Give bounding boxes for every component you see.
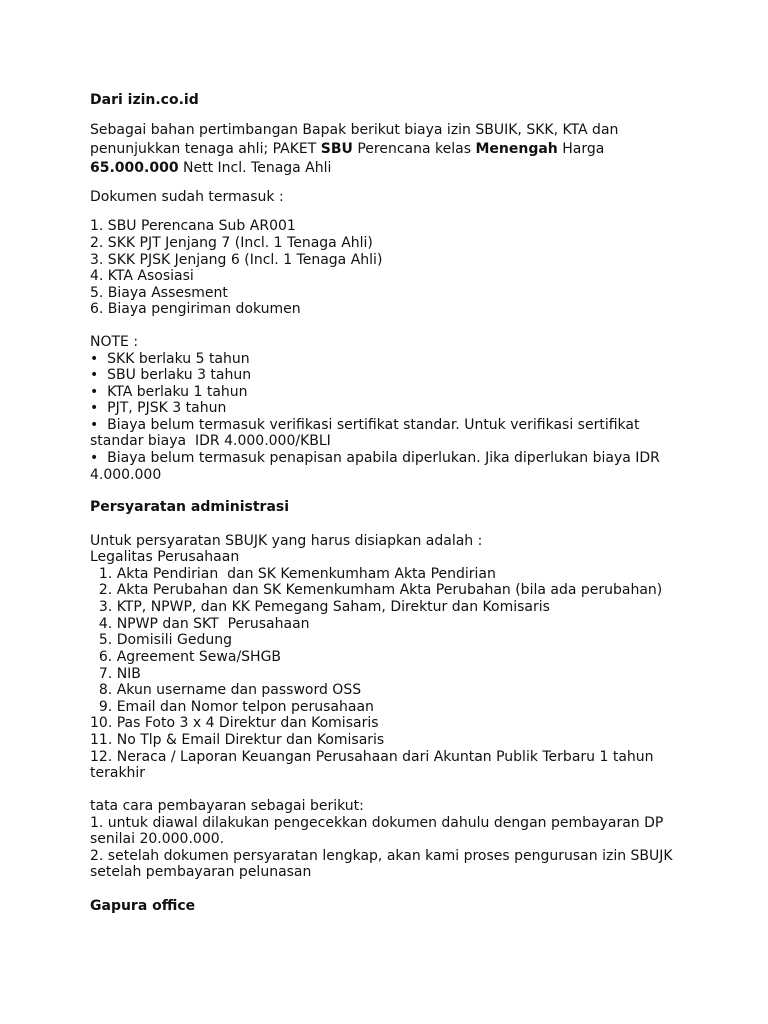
list-item: 10. Pas Foto 3 x 4 Direktur dan Komisaris	[90, 715, 379, 731]
note-item: standar biaya IDR 4.000.000/KBLI	[90, 433, 331, 449]
list-item: 2. Akta Perubahan dan SK Kemenkumham Akta Perubahan (bila ada perubahan)	[90, 582, 663, 598]
note-item: • Biaya belum termasuk penapisan apabila diperlukan. Jika diperlukan biaya IDR	[90, 450, 660, 466]
legal-heading: Legalitas Perusahaan	[90, 549, 240, 565]
list-item: terakhir	[90, 765, 146, 781]
note-item: • KTA berlaku 1 tahun	[90, 384, 248, 400]
admin-heading: Persyaratan administrasi	[90, 499, 290, 515]
list-item: 5. Biaya Assesment	[90, 285, 228, 301]
list-item: 3. KTP, NPWP, dan KK Pemegang Saham, Direktur dan Komisaris	[90, 599, 550, 615]
signature: Gapura office	[90, 898, 196, 914]
list-item: 2. setelah dokumen persyaratan lengkap, akan kami proses pengurusan izin SBUJK	[90, 848, 673, 864]
list-item: 9. Email dan Nomor telpon perusahaan	[90, 699, 374, 715]
list-item: 6. Agreement Sewa/SHGB	[90, 649, 282, 665]
note-item: • SKK berlaku 5 tahun	[90, 351, 250, 367]
intro-line-2: penunjukkan tenaga ahli; PAKET SBU Perencana kelas Menengah Harga	[90, 141, 605, 157]
list-item: 5. Domisili Gedung	[90, 632, 232, 648]
list-item: 1. untuk diawal dilakukan pengecekkan dokumen dahulu dengan pembayaran DP	[90, 815, 664, 831]
list-item: 4. KTA Asosiasi	[90, 268, 194, 284]
list-item: 12. Neraca / Laporan Keuangan Perusahaan dari Akuntan Publik Terbaru 1 tahun	[90, 749, 654, 765]
note-item: • SBU berlaku 3 tahun	[90, 367, 252, 383]
from-line: Dari izin.co.id	[90, 92, 199, 108]
note-item: • Biaya belum termasuk verifikasi sertifikat standar. Untuk verifikasi sertifikat	[90, 417, 640, 433]
documents-heading: Dokumen sudah termasuk :	[90, 189, 284, 205]
intro-line-3: 65.000.000 Nett Incl. Tenaga Ahli	[90, 160, 332, 176]
note-item: • PJT, PJSK 3 tahun	[90, 400, 227, 416]
list-item: 4. NPWP dan SKT Perusahaan	[90, 616, 310, 632]
list-item: senilai 20.000.000.	[90, 831, 225, 847]
list-item: setelah pembayaran pelunasan	[90, 864, 312, 880]
note-item: 4.000.000	[90, 467, 162, 483]
list-item: 3. SKK PJSK Jenjang 6 (Incl. 1 Tenaga Ahli)	[90, 252, 383, 268]
list-item: 11. No Tlp & Email Direktur dan Komisaris	[90, 732, 385, 748]
note-heading: NOTE :	[90, 334, 139, 350]
price-value: 65.000.000	[90, 160, 179, 176]
list-item: 2. SKK PJT Jenjang 7 (Incl. 1 Tenaga Ahli)	[90, 235, 373, 251]
list-item: 6. Biaya pengiriman dokumen	[90, 301, 301, 317]
list-item: 8. Akun username dan password OSS	[90, 682, 362, 698]
list-item: 7. NIB	[90, 666, 141, 682]
intro-line-1: Sebagai bahan pertimbangan Bapak berikut biaya izin SBUIK, SKK, KTA dan	[90, 122, 619, 138]
admin-intro: Untuk persyaratan SBUJK yang harus disiapkan adalah :	[90, 533, 483, 549]
list-item: 1. Akta Pendirian dan SK Kemenkumham Akta Pendirian	[90, 566, 496, 582]
list-item: 1. SBU Perencana Sub AR001	[90, 218, 296, 234]
payment-heading: tata cara pembayaran sebagai berikut:	[90, 798, 364, 814]
